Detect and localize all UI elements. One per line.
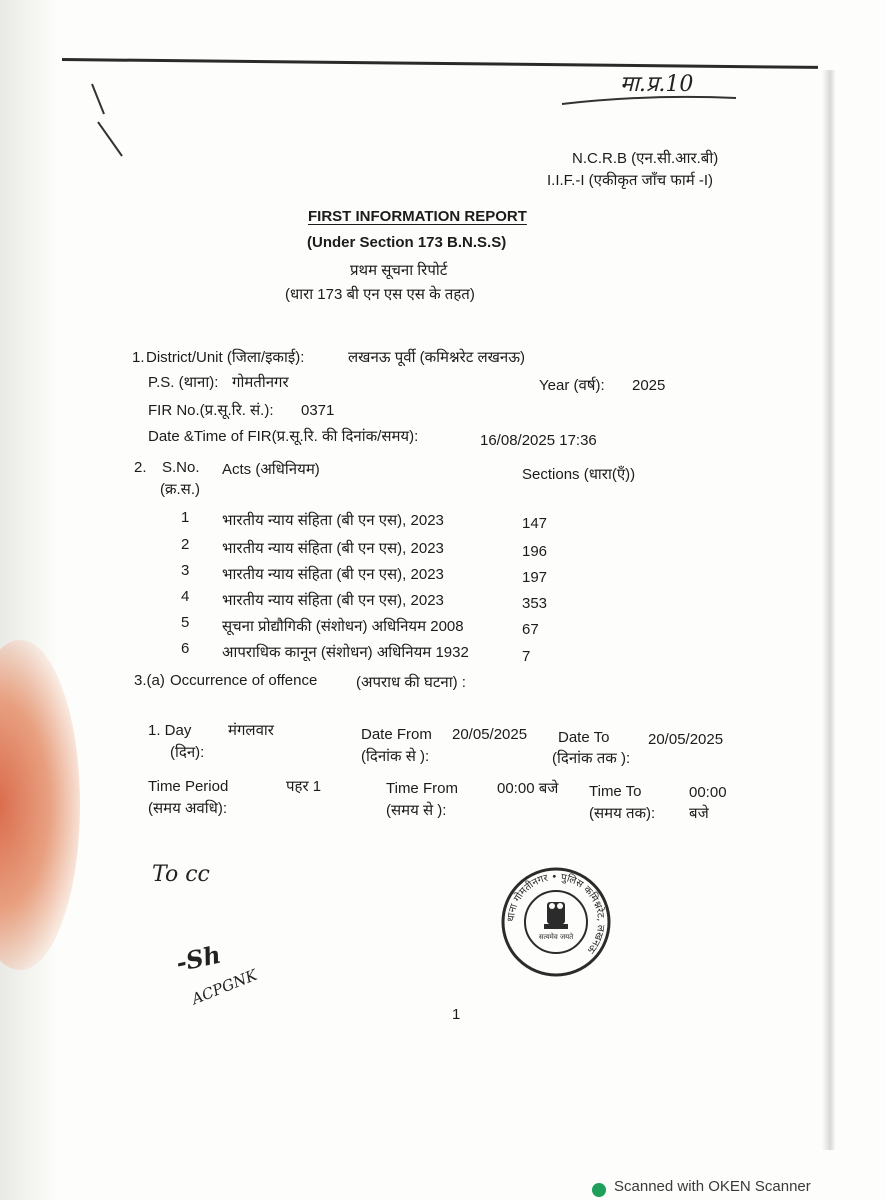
act-row-section: 196 xyxy=(522,543,548,560)
time-period-value: पहर 1 xyxy=(286,778,322,795)
act-row-sno: 4 xyxy=(181,588,190,605)
handwritten-note: To cc xyxy=(152,862,210,887)
act-row-section: 147 xyxy=(522,515,548,532)
page-fold-shadow xyxy=(0,0,58,1200)
occurrence-heading: Occurrence of offence xyxy=(170,672,318,689)
day-label: 1. Day xyxy=(148,722,192,739)
act-row-sno: 6 xyxy=(181,640,190,657)
police-station-label: P.S. (थाना): xyxy=(148,374,219,391)
date-to-label-hindi: (दिनांक तक ): xyxy=(552,750,631,767)
police-station-value: गोमतीनगर xyxy=(232,374,289,391)
date-from-label-hindi: (दिनांक से ): xyxy=(361,748,430,765)
pen-marks xyxy=(88,80,128,160)
thumb-shadow xyxy=(0,640,80,970)
time-from-value: 00:00 बजे xyxy=(497,780,559,797)
act-row-section: 67 xyxy=(522,621,539,638)
time-from-label-hindi: (समय से ): xyxy=(386,802,447,819)
sections-header: Sections (धारा(एँ)) xyxy=(522,466,636,483)
act-row-sno: 5 xyxy=(181,614,190,631)
page-right-edge xyxy=(822,70,836,1150)
act-row-sno: 2 xyxy=(181,536,190,553)
police-station-stamp xyxy=(500,866,612,978)
act-row-section: 353 xyxy=(522,595,548,612)
district-label: District/Unit (जिला/इकाई): xyxy=(146,349,305,366)
act-row-section: 7 xyxy=(522,648,531,665)
sno-header: S.No. xyxy=(162,459,200,476)
date-to-value: 20/05/2025 xyxy=(648,731,724,748)
time-to-label: Time To xyxy=(589,783,642,800)
date-from-label: Date From xyxy=(361,726,432,743)
act-row-name: सूचना प्रोद्यौगिकी (संशोधन) अधिनियम 2008 xyxy=(222,618,464,635)
section1-number: 1. xyxy=(132,349,145,366)
sno-header-hindi: (क्र.स.) xyxy=(160,481,200,498)
act-row-name: भारतीय न्याय संहिता (बी एन एस), 2023 xyxy=(222,540,444,557)
fir-datetime-label: Date &Time of FIR(प्र.सू.रि. की दिनांक/समय): xyxy=(148,428,419,445)
report-subtitle-hindi: (धारा 173 बी एन एस एस के तहत) xyxy=(285,286,475,303)
stamp-ring-text: थाना गोमतीनगर • पुलिस कमिश्नरेट, लखनऊ xyxy=(505,871,607,956)
handwritten-form-number: मा.प्र.10 xyxy=(620,72,694,97)
time-period-label-hindi: (समय अवधि): xyxy=(148,800,228,817)
iif-code: I.I.F.-I (एकीकृत जाँच फार्म -I) xyxy=(547,172,714,189)
date-from-value: 20/05/2025 xyxy=(452,726,528,743)
day-label-hindi: (दिन): xyxy=(170,744,205,761)
year-value: 2025 xyxy=(632,377,666,394)
fir-number-label: FIR No.(प्र.सू.रि. सं.): xyxy=(148,402,274,419)
page-top-edge xyxy=(62,58,818,69)
time-from-label: Time From xyxy=(386,780,458,797)
acts-header: Acts (अधिनियम) xyxy=(222,461,320,478)
occurrence-heading-hindi: (अपराध की घटना) : xyxy=(356,674,466,691)
act-row-name: आपराधिक कानून (संशोधन) अधिनियम 1932 xyxy=(222,644,469,661)
act-row-name: भारतीय न्याय संहिता (बी एन एस), 2023 xyxy=(222,566,444,583)
scanner-watermark: Scanned with OKEN Scanner xyxy=(614,1178,811,1195)
date-to-label: Date To xyxy=(558,729,610,746)
fir-datetime-value: 16/08/2025 17:36 xyxy=(480,432,597,449)
act-row-sno: 3 xyxy=(181,562,190,579)
report-title-hindi: प्रथम सूचना रिपोर्ट xyxy=(350,262,448,279)
time-to-value: 00:00 xyxy=(689,784,727,801)
time-to-unit: बजे xyxy=(689,805,709,822)
emblem-icon xyxy=(544,902,568,929)
section2-number: 2. xyxy=(134,459,147,476)
time-to-label-hindi: (समय तक): xyxy=(589,805,656,822)
handwritten-tag: ACPGNK xyxy=(189,965,260,1009)
act-row-name: भारतीय न्याय संहिता (बी एन एस), 2023 xyxy=(222,512,444,529)
ncrb-code: N.C.R.B (एन.सी.आर.बी) xyxy=(572,150,719,167)
scanner-logo-icon xyxy=(592,1183,606,1197)
time-period-label: Time Period xyxy=(148,778,229,795)
act-row-name: भारतीय न्याय संहिता (बी एन एस), 2023 xyxy=(222,592,444,609)
report-title: FIRST INFORMATION REPORT xyxy=(308,208,527,225)
fir-number-value: 0371 xyxy=(301,402,335,419)
district-value: लखनऊ पूर्वी (कमिश्नरेट लखनऊ) xyxy=(348,349,525,366)
page-number: 1 xyxy=(452,1006,461,1023)
section3-number: 3.(a) xyxy=(134,672,165,689)
act-row-section: 197 xyxy=(522,569,548,586)
day-value: मंगलवार xyxy=(228,722,274,739)
report-subtitle: (Under Section 173 B.N.S.S) xyxy=(307,234,507,251)
year-label: Year (वर्ष): xyxy=(539,377,605,394)
act-row-sno: 1 xyxy=(181,509,190,526)
handwritten-signature: -Sh xyxy=(173,939,224,978)
handwritten-underline xyxy=(560,92,740,112)
stamp-center-label: सत्यमेव जयते xyxy=(538,933,574,941)
